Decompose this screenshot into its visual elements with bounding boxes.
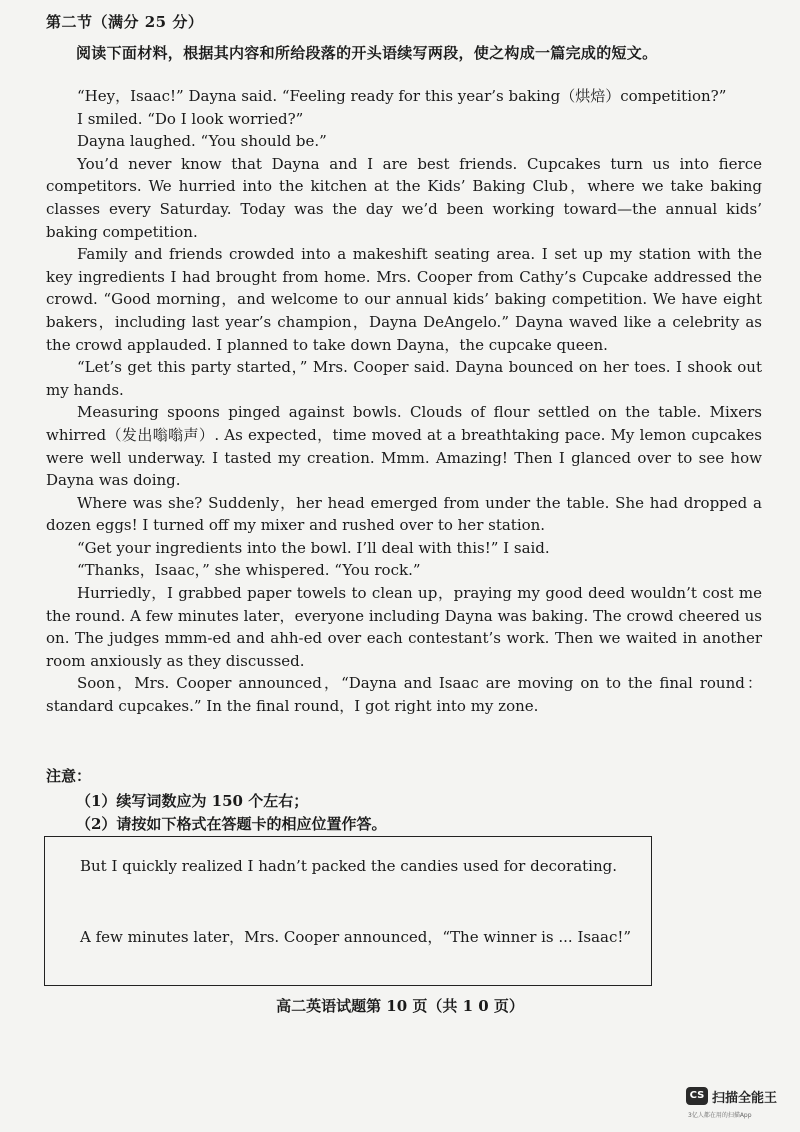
note-item-word-count: （1）续写词数应为 150 个左右； [76,792,309,810]
passage-paragraph: Measuring spoons pinged against bowls. Clouds of flour settled on the table. Mixers whirred（发出嗡嗡声）. As expected，time moved at a breathtaking pace. My lemon cupcakes were well underway. I tasted my creation. Mmm. Amazing! Then I glanced over to see how Dayna was doing. [46,403,762,490]
camscanner-logo-icon: CS [686,1087,708,1105]
passage-paragraph: “Get your ingredients into the bowl. I’ll deal with this!” I said. [77,538,550,557]
passage-paragraph: “Thanks，Isaac，” she whispered. “You rock.” [77,561,421,580]
passage-paragraph: Soon，Mrs. Cooper announced，“Dayna and Isaac are moving on to the final round：standard cupcakes.” In the final round，I got right into my zone. [46,674,762,716]
passage-paragraph: I smiled. “Do I look worried?” [77,109,304,128]
page-footer: 高二英语试题第 10 页（共 1 0 页） [276,997,524,1015]
camscanner-watermark [686,1086,796,1126]
passage-paragraph: Dayna laughed. “You should be.” [77,132,327,151]
continuation-opening-1: But I quickly realized I hadn’t packed the candies used for decorating. [80,857,617,875]
passage-paragraph: Hurriedly，I grabbed paper towels to clean up，praying my good deed wouldn’t cost me the round. A few minutes later，everyone including Dayna was baking. The crowd cheered us on. The judges mmm-ed and ahh-ed over each contestant’s work. Then we waited in another room anxiously as they discussed. [46,584,762,670]
passage-paragraph: Family and friends crowded into a makeshift seating area. I set up my station with the key ingredients I had brought from home. Mrs. Cooper from Cathy’s Cupcake addressed the crowd. “Good morning，and welcome to our annual kids’ baking competition. We have eight bakers，including last year’s champion，Dayna DeAngelo.” Dayna waved like a celebrity as the crowd applauded. I planned to take down Dayna，the cupcake queen. [46,245,762,354]
note-item-format: （2）请按如下格式在答题卡的相应位置作答。 [76,815,387,833]
notes-label: 注意： [46,767,92,785]
reading-passage [46,85,762,718]
passage-paragraph: “Let’s get this party started，” Mrs. Cooper said. Dayna bounced on her toes. I shook out my hands. [46,358,762,399]
section-title: 第二节（满分 25 分） [46,13,204,31]
continuation-opening-2: A few minutes later，Mrs. Cooper announced，“The winner is ... Isaac!” [80,928,632,946]
answer-format-box [44,836,652,986]
passage-paragraph: “Hey，Isaac!” Dayna said. “Feeling ready for this year’s baking（烘焙）competition?” [77,87,727,105]
watermark-app-name: 扫描全能王 [712,1091,778,1106]
passage-paragraph: You’d never know that Dayna and I are best friends. Cupcakes turn us into fierce competitors. We hurried into the kitchen at the Kids’ Baking Club，where we take baking classes every Saturday. Today was the day we’d been working toward—the annual kids’ baking competition. [46,154,762,241]
watermark-tagline: 3亿人都在用的扫描App [688,1112,752,1119]
instruction-text: 阅读下面材料，根据其内容和所给段落的开头语续写两段，使之构成一篇完成的短文。 [76,44,658,62]
passage-paragraph: Where was she? Suddenly，her head emerged from under the table. She had dropped a dozen eggs! I turned off my mixer and rushed over to her station. [46,493,762,535]
